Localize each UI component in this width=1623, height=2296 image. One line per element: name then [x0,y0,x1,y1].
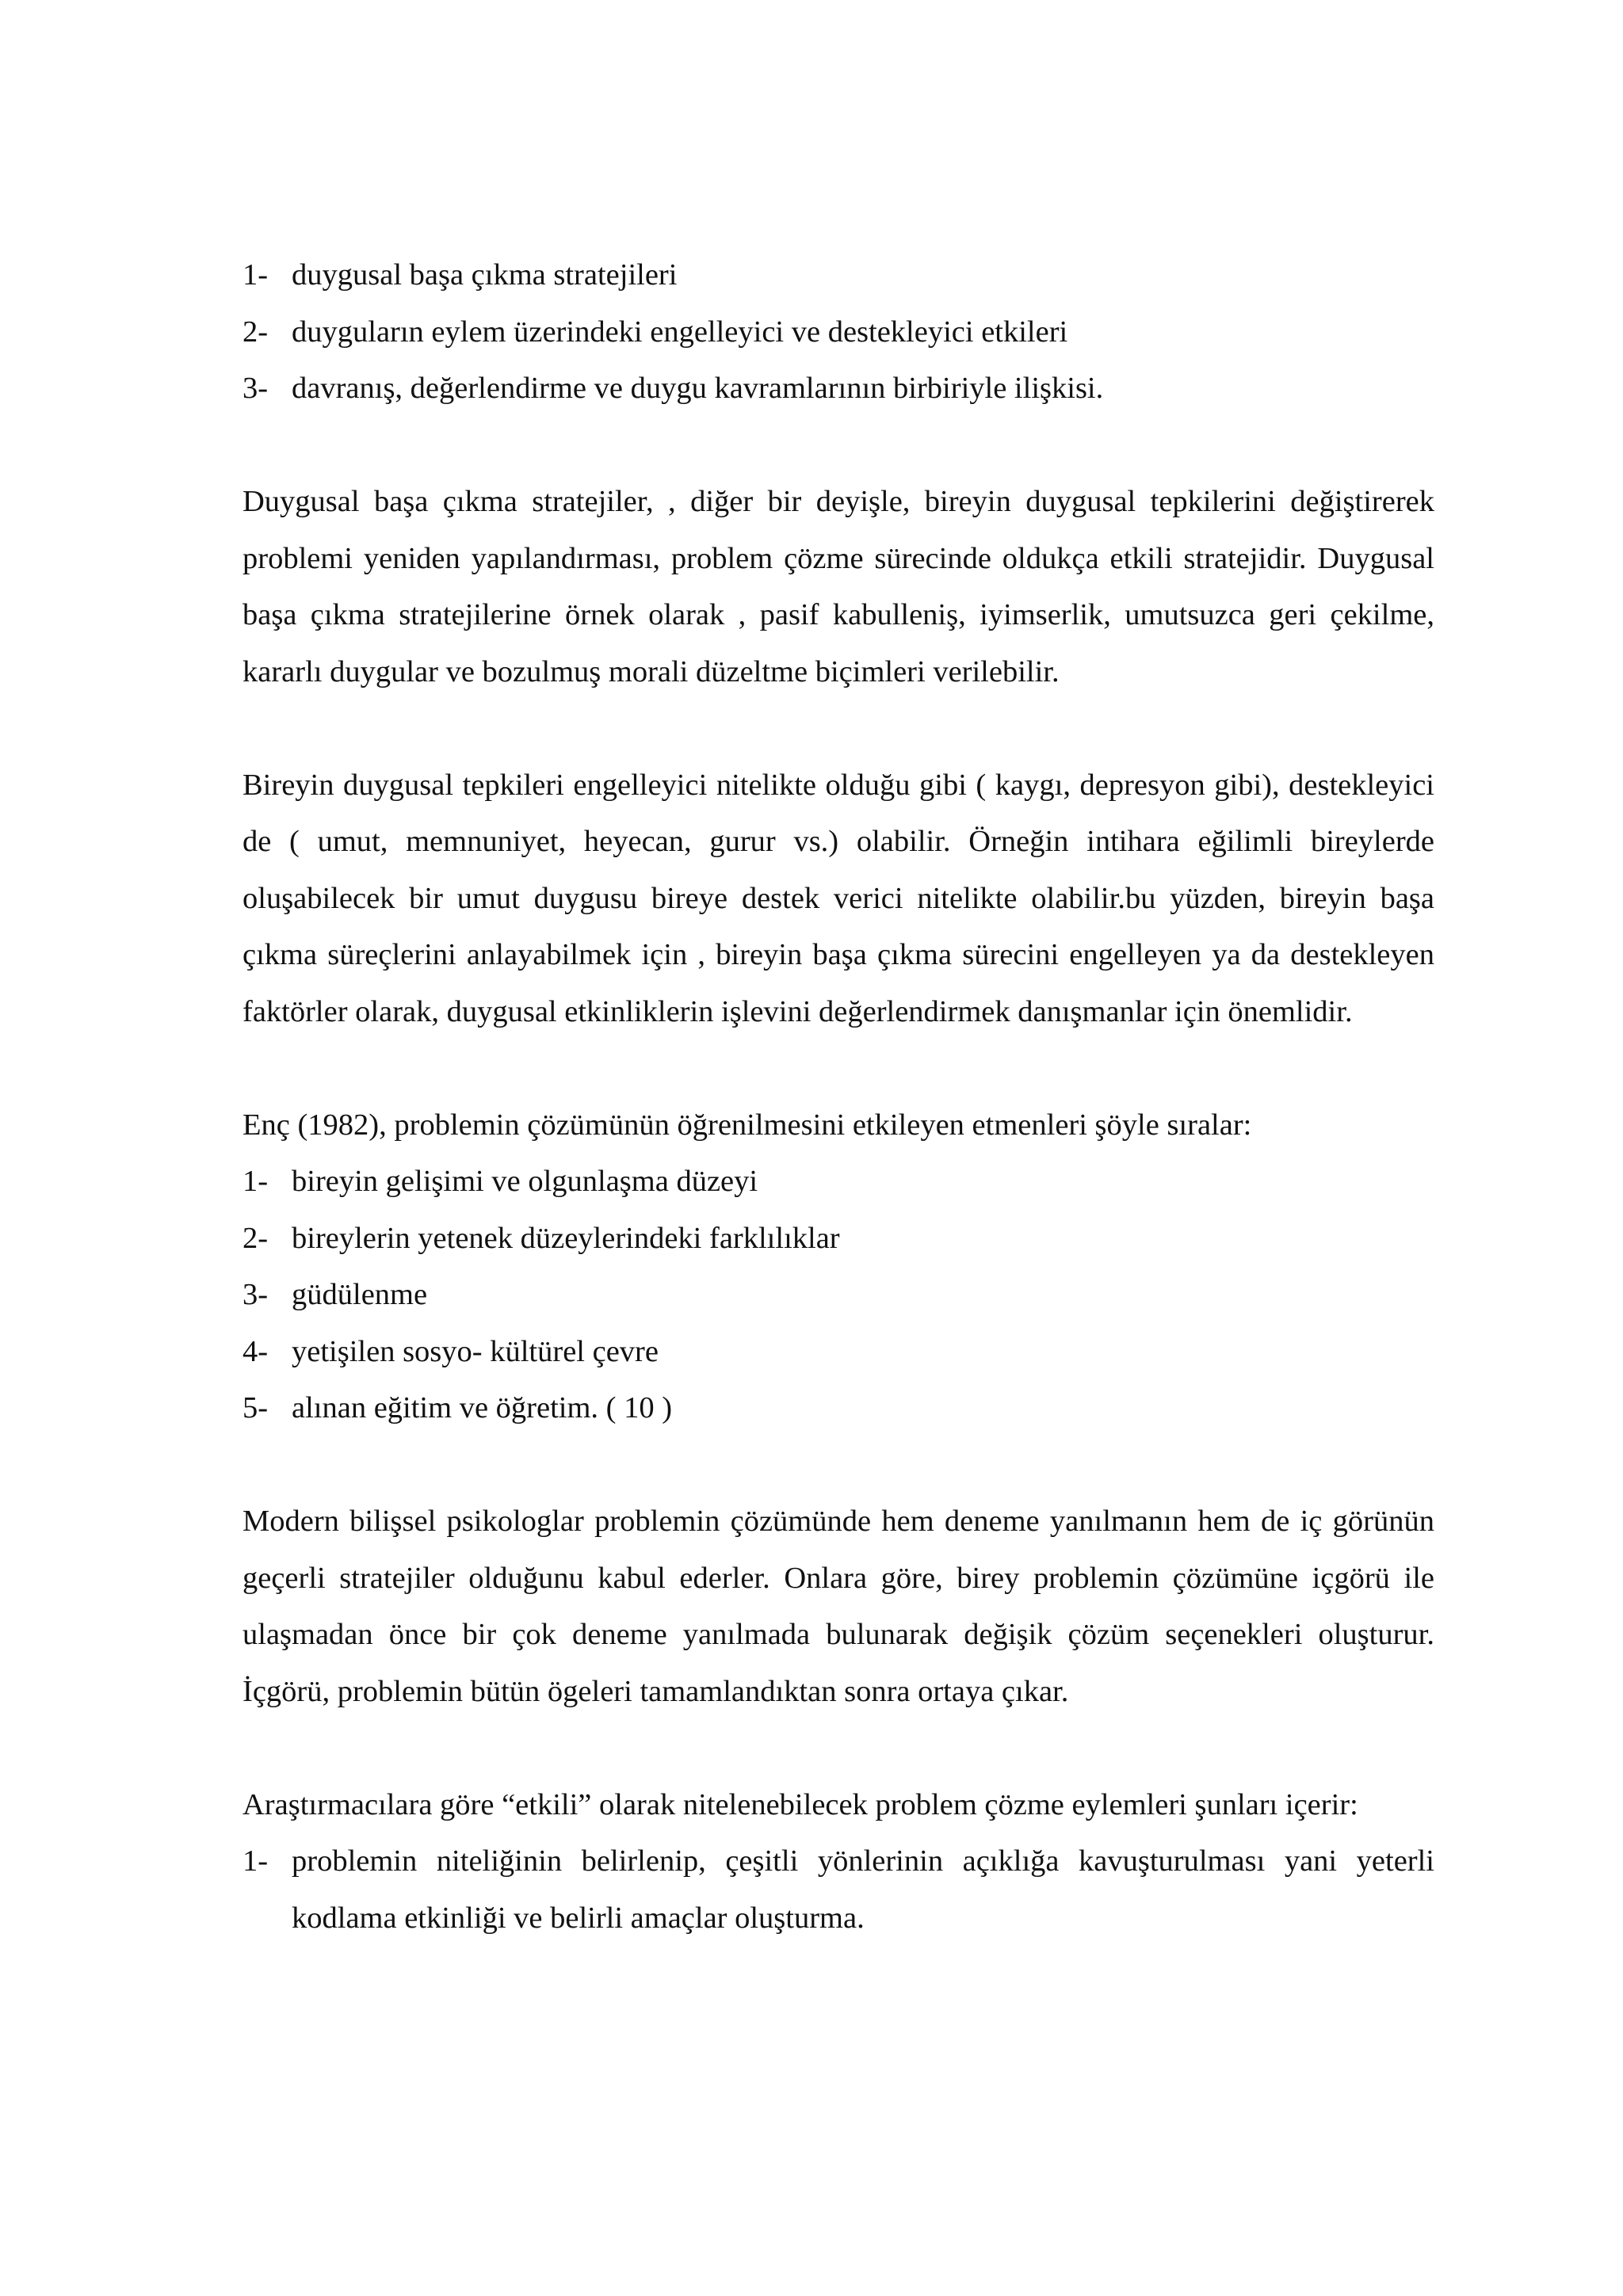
list-number: 3- [242,372,269,405]
list-item-text: bireylerin yetenek düzeylerindeki farklılıklar [292,1221,840,1255]
list-item [242,304,1434,361]
list-number: 2- [242,315,269,349]
list-item [242,1267,1434,1324]
document-page [242,247,1434,1947]
paragraph-gap [242,1040,1434,1097]
list-number: 1- [242,1165,269,1198]
list-item-text: alınan eğitim ve öğretim. ( 10 ) [292,1391,673,1425]
list-item [242,1833,1434,1947]
paragraph-gap [242,1720,1434,1777]
list-item [242,247,1434,304]
list-item [242,1380,1434,1437]
list-item [242,1211,1434,1268]
list-number: 3- [242,1278,269,1311]
list-item-text: problemin niteliğinin belirlenip, çeşitli yönlerinin açıklığa kavuşturulması yani yeterli kodlama etkinliği ve belirli amaçlar oluşturma. [292,1844,1434,1935]
list-problem-solving-actions [242,1833,1434,1947]
list-item [242,360,1434,418]
list-number: 1- [242,258,269,292]
list-coping-topics [242,247,1434,418]
list-item-text: duygusal başa çıkma stratejileri [292,258,678,292]
list-item [242,1154,1434,1211]
list-number: 2- [242,1221,269,1255]
paragraph-emotional-coping: Duygusal başa çıkma stratejiler, , diğer bir deyişle, bireyin duygusal tepkilerini değiştirerek problemi yeniden yapılandırması, problem çözme sürecinde oldukça etkili stratejidir. Duygusal başa çıkma stratejilerine örnek olarak , pasif kabulleniş, iyimserlik, umutsuzca geri çekilme, kararlı duygular ve bozulmuş morali düzeltme biçimleri verilebilir. [242,485,1434,688]
list-item-text: güdülenme [292,1278,428,1311]
paragraph-gap [242,700,1434,757]
list-item-text: yetişilen sosyo- kültürel çevre [292,1334,659,1368]
list-number: 1- [242,1844,269,1878]
paragraph-emotional-responses: Bireyin duygusal tepkileri engelleyici nitelikte olduğu gibi ( kaygı, depresyon gibi), destekleyici de ( umut, memnuniyet, heyecan, gurur vs.) olabilir. Örneğin intihara eğilimli bireylerde oluşabilecek bir umut duygusu bireye destek verici nitelikte olabilir.bu yüzden, bireyin başa çıkma süreçlerini anlayabilmek için , bireyin başa çıkma sürecini engelleyen ya da destekleyen faktörler olarak, duygusal etkinliklerin işlevini değerlendirmek danışmanlar için önemlidir. [242,768,1434,1028]
paragraph-gap [242,1437,1434,1494]
paragraph-gap [242,418,1434,475]
paragraph-cognitive-psychologists: Modern bilişsel psikologlar problemin çözümünde hem deneme yanılmanın hem de iç görünün geçerli stratejiler olduğunu kabul ederler. Onlara göre, birey problemin çözümüne içgörü ile ulaşmadan önce bir çok deneme yanılmada bulunarak değişik çözüm seçenekleri oluşturur. İçgörü, problemin bütün ögeleri tamamlandıktan sonra ortaya çıkar. [242,1505,1434,1708]
list-item [242,1324,1434,1381]
list-item-text: duyguların eylem üzerindeki engelleyici ve destekleyici etkileri [292,315,1068,349]
list-number: 5- [242,1391,269,1425]
list-learning-factors [242,1154,1434,1437]
list-item-text: bireyin gelişimi ve olgunlaşma düzeyi [292,1165,758,1198]
list-item-text: davranış, değerlendirme ve duygu kavramlarının birbiriyle ilişkisi. [292,372,1104,405]
paragraph-researchers-intro: Araştırmacılara göre “etkili” olarak nitelenebilecek problem çözme eylemleri şunları içerir: [242,1787,1358,1821]
paragraph-enc-intro: Enç (1982), problemin çözümünün öğrenilmesini etkileyen etmenleri şöyle sıralar: [242,1108,1252,1142]
list-number: 4- [242,1334,269,1368]
